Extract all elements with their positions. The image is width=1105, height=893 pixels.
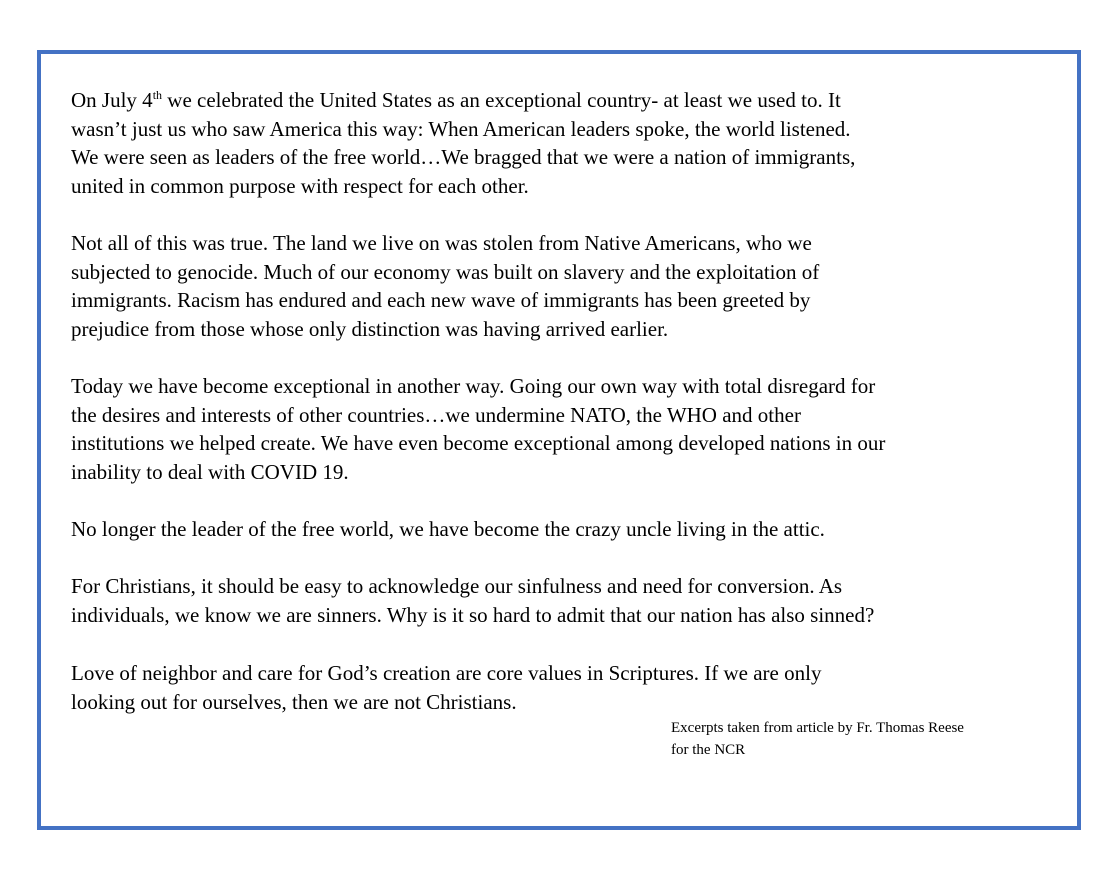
text-fragment: we celebrated the United States as an exceptional country- at least we used to. It [162, 88, 841, 112]
paragraph-christians-sinfulness [71, 572, 1061, 629]
text-line [71, 86, 1061, 115]
text-line: immigrants. Racism has endured and each new wave of immigrants has been greeted by [71, 288, 811, 313]
text-line: the desires and interests of other countries…we undermine NATO, the WHO and other [71, 402, 801, 427]
credit-line: Excerpts taken from article by Fr. Thomas Reese [671, 720, 964, 736]
text-line: inability to deal with COVID 19. [71, 459, 349, 484]
text-line: We were seen as leaders of the free world…We bragged that we were a nation of immigrants, [71, 145, 856, 170]
paragraph-crazy-uncle [71, 515, 1061, 544]
text-line: No longer the leader of the free world, we have become the crazy uncle living in the attic. [71, 517, 825, 541]
credit-line: for the NCR [671, 742, 746, 758]
text-line: For Christians, it should be easy to acknowledge our sinfulness and need for conversion. As [71, 574, 843, 598]
text-line: institutions we helped create. We have even become exceptional among developed nations in our [71, 431, 886, 456]
text-line: Love of neighbor and care for God’s creation are core values in Scriptures. If we are only [71, 661, 822, 685]
text-line: looking out for ourselves, then we are not Christians. [71, 689, 517, 714]
paragraph-love-of-neighbor [71, 659, 1061, 716]
source-credit [671, 717, 964, 761]
text-line: Not all of this was true. The land we live on was stolen from Native Americans, who we [71, 231, 812, 255]
text-line: Today we have become exceptional in another way. Going our own way with total disregard for [71, 374, 876, 398]
text-line: individuals, we know we are sinners. Why is it so hard to admit that our nation has also sinned? [71, 602, 875, 627]
text-line: united in common purpose with respect for each other. [71, 173, 529, 198]
text-line: subjected to genocide. Much of our economy was built on slavery and the exploitation of [71, 259, 820, 284]
superscript-ordinal: th [152, 88, 163, 102]
text-line: wasn’t just us who saw America this way: When American leaders spoke, the world listened. [71, 116, 851, 141]
paragraph-not-all-true [71, 229, 1061, 343]
text-fragment: On July 4 [71, 88, 153, 112]
paragraph-exceptional-another-way [71, 372, 1061, 486]
paragraph-july-fourth [71, 86, 1061, 200]
text-line: prejudice from those whose only distinction was having arrived earlier. [71, 316, 669, 341]
